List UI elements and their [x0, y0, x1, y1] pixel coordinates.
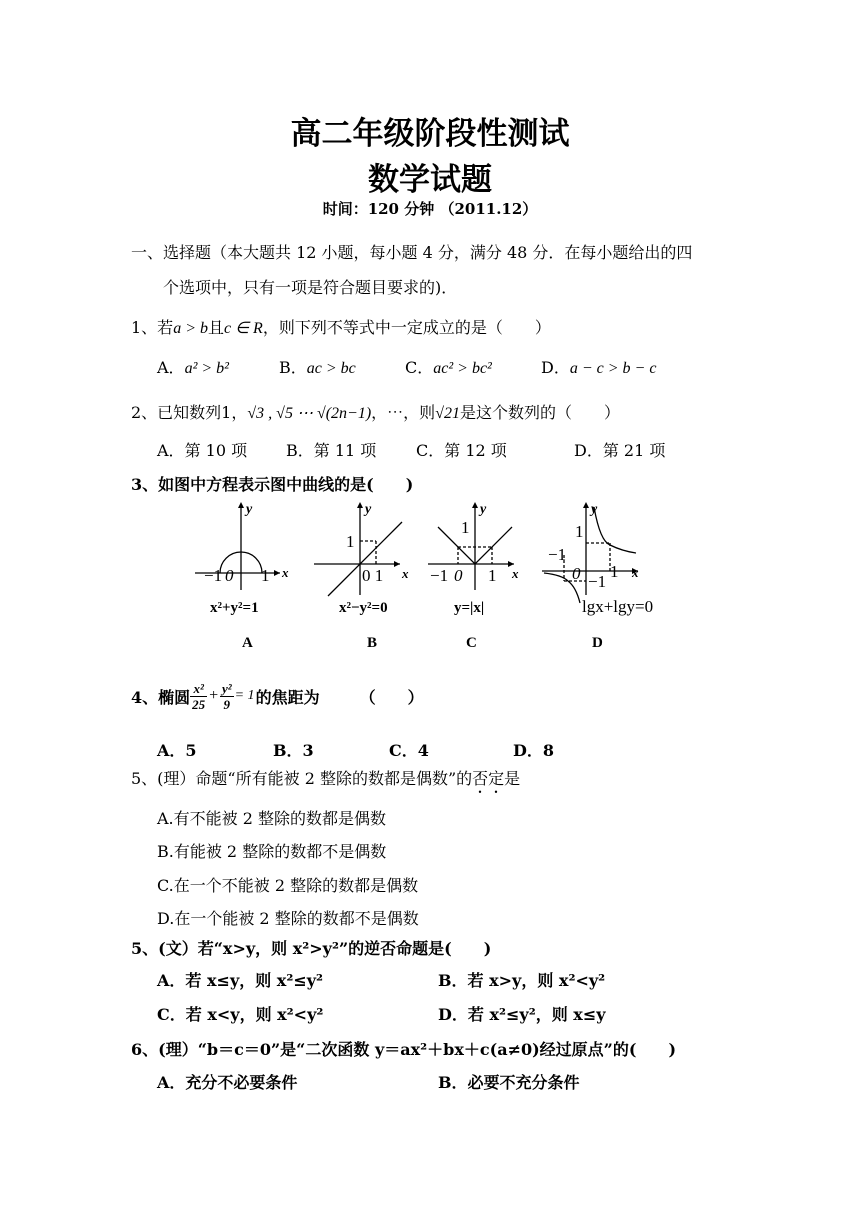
- graph-b-equation: x²−y²=0: [339, 600, 388, 616]
- graph-c-x-label: x: [512, 566, 519, 581]
- graph-d-equation: lgx+lgy=0: [582, 597, 654, 616]
- question-1: [131, 315, 551, 338]
- q5l-suffix: 是: [504, 769, 521, 788]
- graph-d-y-arrow: [583, 502, 589, 508]
- page-subtitle: 数学试题: [368, 162, 492, 198]
- q2-option-c-label: C．: [416, 441, 445, 460]
- q4-option-c-text: 4: [417, 741, 429, 760]
- question-4: [131, 676, 424, 716]
- q1-cond1: a > b: [173, 320, 208, 337]
- q3-graphs: [190, 495, 670, 660]
- q5w-option-a-label: A．: [157, 971, 186, 990]
- q1-option-b-expr: ac > bc: [306, 360, 356, 377]
- q4-option-a: [157, 738, 197, 761]
- q2-option-d-text: 第 21 项: [602, 441, 666, 460]
- q1-option-a-label: A．: [157, 358, 185, 377]
- q4-fraction-1: [190, 681, 207, 712]
- q4-option-b-label: B．: [273, 741, 303, 760]
- graph-b-tick-1y: 1: [346, 532, 355, 551]
- graph-c-label: C: [466, 635, 477, 651]
- graph-c-tick-neg1: −1: [430, 566, 449, 585]
- q1-suffix: ，则下列不等式中一定成立的是（ ）: [262, 318, 551, 337]
- q1-option-b: [279, 355, 356, 378]
- q4-eq: = 1: [234, 688, 255, 703]
- q5w-option-b-text: 若 x>y，则 x²<y²: [467, 971, 606, 990]
- q5l-option-c: C.在一个不能被 2 整除的数都是偶数: [157, 876, 419, 895]
- graph-a-label: A: [242, 635, 253, 651]
- q2-option-d: [574, 438, 665, 461]
- q4-option-b: [273, 738, 314, 761]
- q2-option-b: [286, 438, 376, 461]
- q2-suffix: 是这个数列的（ ）: [459, 403, 620, 422]
- q1-option-a-expr: a² > b²: [184, 360, 229, 377]
- graph-a-y-arrow: [238, 502, 244, 508]
- q2-option-c: [416, 438, 507, 461]
- q4-option-d-label: D．: [513, 741, 543, 760]
- q1-option-a: [157, 355, 229, 378]
- graph-a-y-label: y: [246, 502, 253, 517]
- q4-num1: x²: [190, 681, 207, 697]
- graph-d-tick-neg1y: −1: [588, 572, 607, 591]
- q2-root: √21: [435, 405, 460, 422]
- q5l-option-b: B.有能被 2 整除的数都不是偶数: [157, 842, 387, 861]
- graph-b-y-arrow: [357, 502, 363, 508]
- q1-and: 且: [207, 318, 224, 337]
- graph-d-tick-0: 0: [572, 564, 581, 583]
- graph-b-label: B: [367, 635, 378, 651]
- graph-d-tick-neg1x: −1: [548, 545, 567, 564]
- q5w-option-c-text: 若 x<y，则 x²<y²: [185, 1005, 324, 1024]
- q2-option-d-label: D．: [574, 441, 603, 460]
- q1-option-c-label: C．: [405, 358, 434, 377]
- graph-b-tick-01: 0 1: [362, 566, 384, 585]
- question-5-arts: 5、(文）若“x>y，则 x²>y²”的逆否命题是( ): [131, 939, 492, 958]
- q5w-option-b: [438, 968, 605, 991]
- q1-option-c-expr: ac² > bc²: [433, 360, 492, 377]
- graph-d-x-label: x: [632, 565, 639, 580]
- page-title: 高二年级阶段性测试: [290, 116, 570, 152]
- graph-b-x-arrow: [394, 561, 400, 567]
- graph-d-tick-1x: 1: [610, 562, 619, 581]
- q4-option-d: [513, 738, 554, 761]
- q4-option-d-text: 8: [542, 741, 555, 760]
- question-3: 3、如图中方程表示图中曲线的是( ): [131, 475, 414, 494]
- q2-option-c-text: 第 12 项: [444, 441, 507, 460]
- q5w-option-a-text: 若 x≤y，则 x²≤y²: [185, 971, 324, 990]
- q1-cond2: c ∈ R: [224, 320, 263, 337]
- graph-c-equation: y=|x|: [454, 600, 485, 616]
- graph-c-tick-1x: 1: [488, 566, 497, 585]
- graph-d-label: D: [592, 635, 603, 651]
- graph-d-curve-upper: [594, 507, 636, 553]
- q6-option-a-label: A．: [157, 1073, 186, 1092]
- q5w-option-a: [157, 968, 323, 991]
- q4-option-a-text: 5: [185, 741, 197, 760]
- q4-num2: y²: [221, 680, 232, 696]
- q5l-prefix: 5、(理）命题“所有能被 2 整除的数都是偶数”的: [131, 769, 473, 788]
- q1-option-d-label: D．: [541, 358, 570, 377]
- q6-option-a: [157, 1070, 297, 1093]
- question-6: 6、(理）“b＝c＝0”是“二次函数 y＝ax²＋bx＋c(a≠0)经过原点”的( ): [131, 1040, 677, 1059]
- q5w-option-c-label: C．: [157, 1005, 186, 1024]
- q6-option-b: [438, 1070, 580, 1093]
- q6-option-b-label: B．: [438, 1073, 468, 1092]
- graph-c-tick-1y: 1: [461, 518, 470, 537]
- q1-option-c: [405, 355, 492, 378]
- q4-option-c: [389, 738, 429, 761]
- q4-option-a-label: A．: [157, 741, 186, 760]
- q4-plus: +: [208, 687, 219, 704]
- q4-option-b-text: 3: [302, 741, 314, 760]
- graph-d-tick-1y: 1: [575, 522, 584, 541]
- graph-b: [314, 505, 402, 596]
- q5l-option-a: A.有不能被 2 整除的数都是偶数: [157, 809, 386, 828]
- q5w-option-d: [438, 1002, 606, 1025]
- q2-option-b-text: 第 11 项: [313, 441, 377, 460]
- q5l-option-d: D.在一个能被 2 整除的数都不是偶数: [157, 909, 419, 928]
- graph-b-x-label: x: [402, 566, 409, 581]
- graph-a-equation: x²+y²=1: [210, 600, 259, 616]
- q2-mid: ，⋯，则: [371, 403, 436, 422]
- q6-option-b-text: 必要不充分条件: [467, 1073, 580, 1092]
- q1-option-d: [541, 355, 656, 378]
- q5w-option-b-label: B．: [438, 971, 468, 990]
- q2-option-a-text: 第 10 项: [184, 441, 248, 460]
- q2-prefix: 2、已知数列1，: [131, 403, 248, 422]
- graph-a-tick-1: 1: [261, 566, 270, 585]
- graph-a-x-label: x: [282, 565, 289, 580]
- graph-d-y-label: y: [591, 502, 598, 517]
- q2-option-b-label: B．: [286, 441, 314, 460]
- graph-b-y-label: y: [365, 502, 372, 517]
- graph-a-tick-0: 0: [225, 566, 234, 585]
- graph-c-y-label: y: [480, 502, 487, 517]
- q4-suffix: 的焦距为 （ ）: [255, 687, 424, 707]
- question-5-science: [131, 766, 520, 797]
- graph-c-y-arrow: [472, 502, 478, 508]
- q4-option-c-label: C．: [389, 741, 418, 760]
- q1-option-b-label: B．: [279, 358, 307, 377]
- graph-c-tick-0: 0: [454, 566, 463, 585]
- question-2: [131, 400, 620, 423]
- section-heading-line1: 一、选择题（本大题共 12 小题，每小题 4 分，满分 48 分．在每小题给出的四: [131, 243, 693, 262]
- q5w-option-c: [157, 1002, 323, 1025]
- q4-den2: 9: [223, 696, 231, 712]
- q4-fraction-2: [220, 681, 234, 712]
- q4-den1: 25: [192, 696, 206, 712]
- graph-a-tick-neg1: −1: [204, 566, 223, 585]
- q2-option-a: [157, 438, 247, 461]
- q4-prefix: 4、椭圆: [131, 687, 191, 707]
- q5w-option-d-label: D．: [438, 1005, 468, 1024]
- q5l-emphasis: 否定: [472, 769, 505, 788]
- q1-prefix: 1、若: [131, 318, 174, 337]
- exam-time: 时间：120 分钟 （2011.12）: [322, 200, 538, 218]
- section-heading-line2: 个选项中，只有一项是符合题目要求的)．: [163, 278, 458, 297]
- q6-option-a-text: 充分不必要条件: [185, 1073, 298, 1092]
- q2-seq: √3 , √5 ⋯ √(2n−1): [247, 405, 372, 422]
- graph-a-x-arrow: [274, 570, 280, 576]
- q5w-option-d-text: 若 x²≤y²，则 x≤y: [467, 1005, 606, 1024]
- q1-option-d-expr: a − c > b − c: [569, 360, 657, 377]
- q2-option-a-label: A．: [157, 441, 185, 460]
